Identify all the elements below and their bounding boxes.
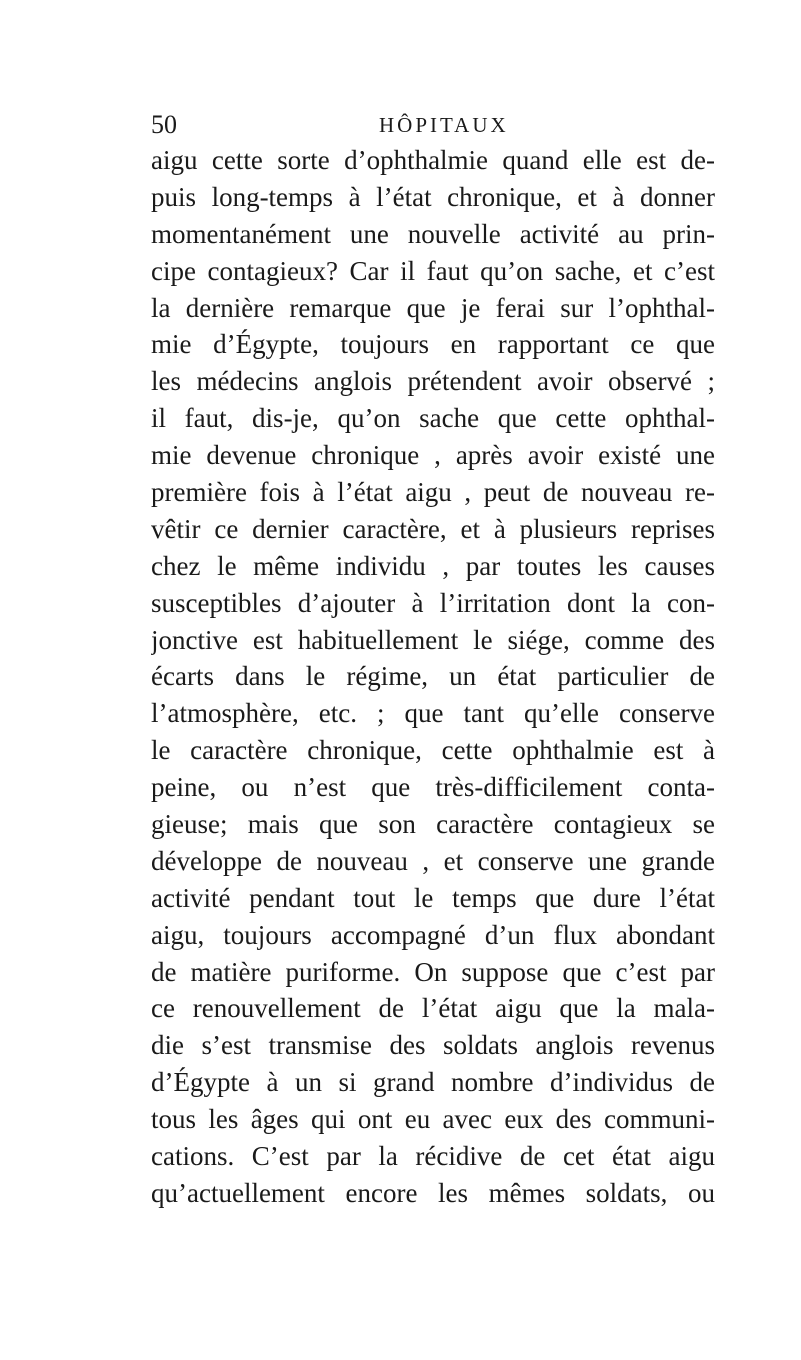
- text-line: gieuse; mais que son caractère contagieux se: [151, 809, 715, 840]
- text-line: jonctive est habituellement le siége, comme des: [151, 624, 715, 655]
- text-line: il faut, dis-je, qu’on sache que cette ophthal-: [151, 403, 715, 434]
- text-line: die s’est transmise des soldats anglois revenus: [151, 1030, 715, 1061]
- text-line: aigu cette sorte d’ophthalmie quand elle est de-: [151, 145, 715, 175]
- text-line: la dernière remarque que je ferai sur l’ophthal-: [151, 292, 715, 323]
- text-line: peine, ou n’est que très-difficilement conta-: [151, 772, 715, 803]
- text-line: mie devenue chronique , après avoir existé une: [151, 440, 715, 471]
- text-line: cipe contagieux? Car il faut qu’on sache, et c’est: [151, 255, 715, 286]
- text-line: qu’actuellement encore les mêmes soldats, ou: [151, 1177, 715, 1208]
- text-line: le caractère chronique, cette ophthalmie est à: [151, 735, 715, 766]
- text-line: aigu, toujours accompagné d’un flux abondant: [151, 919, 715, 950]
- text-line: l’atmosphère, etc. ; que tant qu’elle conserve: [151, 698, 715, 729]
- text-line: vêtir ce dernier caractère, et à plusieurs reprises: [151, 513, 715, 544]
- text-line: momentanément une nouvelle activité au prin-: [151, 218, 715, 249]
- page-number: 50: [151, 110, 177, 139]
- page-header: [151, 110, 711, 140]
- text-line: écarts dans le régime, un état particulier de: [151, 661, 715, 692]
- text-line: développe de nouveau , et conserve une grande: [151, 845, 715, 876]
- text-line: ce renouvellement de l’état aigu que la mala-: [151, 993, 715, 1024]
- text-line: chez le même individu , par toutes les causes: [151, 550, 715, 581]
- text-line: les médecins anglois prétendent avoir observé ;: [151, 366, 715, 397]
- text-line: activité pendant tout le temps que dure l’état: [151, 882, 715, 913]
- text-line: puis long-temps à l’état chronique, et à donner: [151, 181, 715, 212]
- text-line: tous les âges qui ont eu avec eux des communi-: [151, 1104, 715, 1135]
- text-line: de matière puriforme. On suppose que c’est par: [151, 956, 715, 987]
- text-line: d’Égypte à un si grand nombre d’individus de: [151, 1067, 715, 1098]
- text-line: première fois à l’état aigu , peut de nouveau re-: [151, 477, 715, 508]
- body-text: [151, 142, 715, 1212]
- running-head: HÔPITAUX: [379, 113, 509, 137]
- text-line: mie d’Égypte, toujours en rapportant ce que: [151, 329, 715, 360]
- text-line: susceptibles d’ajouter à l’irritation dont la con-: [151, 587, 715, 618]
- text-line: cations. C’est par la récidive de cet état aigu: [151, 1141, 715, 1172]
